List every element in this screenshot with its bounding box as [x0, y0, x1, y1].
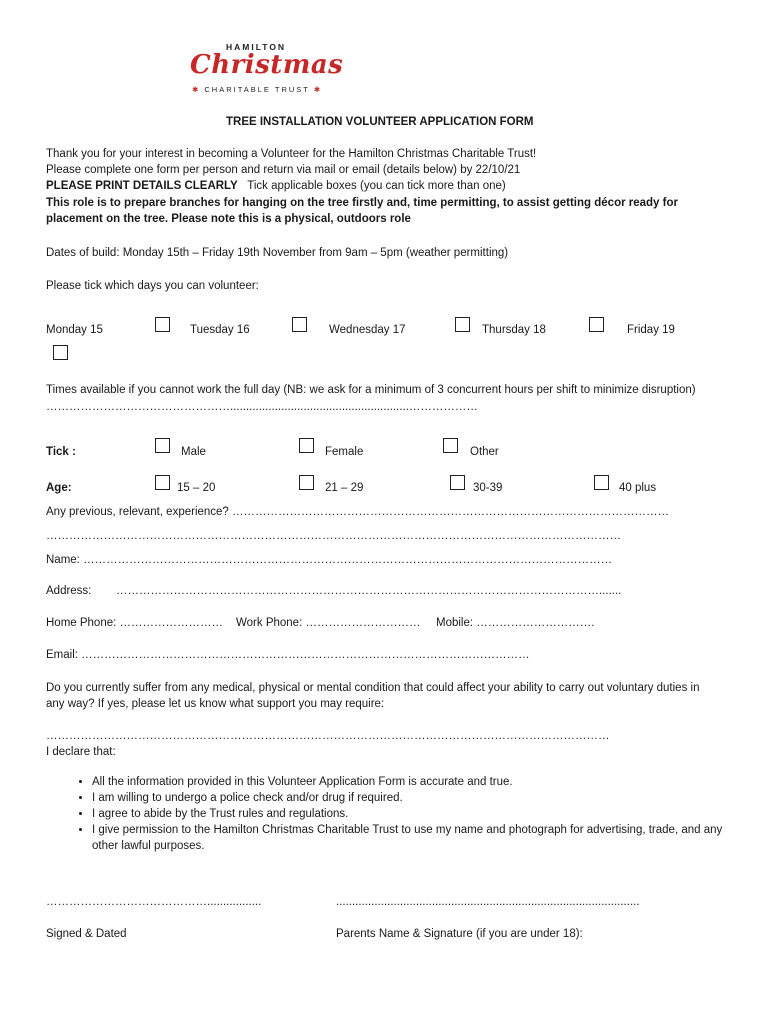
logo-top-text: HAMILTON	[226, 42, 287, 52]
day-label-wednesday: Wednesday 17	[329, 324, 406, 336]
checkbox-other[interactable]	[443, 438, 458, 453]
declaration-list	[64, 774, 742, 854]
age-option-40-plus: 40 plus	[619, 482, 657, 494]
signature-line[interactable]: …………………………………….................	[46, 896, 262, 908]
gender-label-male: Male	[181, 446, 206, 458]
email-field[interactable]: Email: ………………………………………………………………………………………………………	[46, 649, 530, 661]
declaration-item: • I am willing to undergo a police check and/or drug if required.	[92, 790, 742, 806]
age-option-21-29: 21 – 29	[325, 482, 364, 494]
name-field[interactable]: Name: …………………………………………………………………………………………………………………………	[46, 554, 613, 566]
signed-dated-label: Signed & Dated	[46, 928, 127, 940]
print-instructions	[46, 180, 506, 192]
age-label: Age:	[46, 482, 72, 494]
logo-bottom-text: ✱ CHARITABLE TRUST ✱	[192, 85, 323, 94]
role-line-1: This role is to prepare branches for hanging on the tree firstly and, time permitting, to assist getting décor ready for	[46, 197, 678, 209]
work-phone-field[interactable]: Work Phone: …………………………	[236, 617, 421, 629]
day-label-friday: Friday 19	[627, 324, 675, 336]
role-line-2: placement on the tree. Please note this is a physical, outdoors role	[46, 213, 411, 225]
star-icon: ✱	[313, 85, 323, 94]
medical-question-line-2: any way? If yes, please let us know what support you may require:	[46, 698, 385, 710]
star-icon: ✱	[192, 85, 201, 94]
declaration-item: • I give permission to the Hamilton Christmas Charitable Trust to use my name and photograph for advertising, trade, and any other lawful purposes.	[92, 822, 742, 854]
checkbox-male[interactable]	[155, 438, 170, 453]
experience-field-line-2[interactable]: ……………………………………………………………………………………………………………………………………	[46, 530, 621, 542]
day-label-tuesday: Tuesday 16	[190, 324, 250, 336]
gender-label-female: Female	[325, 446, 364, 458]
intro-line-1: Thank you for your interest in becoming a Volunteer for the Hamilton Christmas Charitable Trust!	[46, 148, 537, 160]
tick-days-prompt: Please tick which days you can volunteer:	[46, 280, 259, 292]
medical-answer-line[interactable]: …………………………………………………………………………………………………………………………………	[46, 730, 610, 742]
address-field[interactable]: ……………………………………………………………………………………………………………….......	[116, 585, 622, 597]
form-title: TREE INSTALLATION VOLUNTEER APPLICATION FORM	[226, 116, 534, 128]
times-available: Times available if you cannot work the full day (NB: we ask for a minimum of 3 concurrent hours per shift to minimize disruption)	[46, 384, 696, 396]
checkbox-thursday[interactable]	[455, 317, 470, 332]
declaration-item: • I agree to abide by the Trust rules and regulations.	[92, 806, 742, 822]
tick-applicable-note: Tick applicable boxes (you can tick more than one)	[247, 180, 506, 192]
declaration-item: • All the information provided in this Volunteer Application Form is accurate and true.	[92, 774, 742, 790]
address-label: Address:	[46, 585, 92, 597]
checkbox-age-30-39[interactable]	[450, 475, 465, 490]
parent-signature-line[interactable]: ...............................................................................................	[336, 896, 640, 908]
checkbox-age-40-plus[interactable]	[594, 475, 609, 490]
home-phone-field[interactable]: Home Phone: ………………………	[46, 617, 224, 629]
hamilton-christmas-logo	[184, 42, 344, 98]
print-clearly-label: PLEASE PRINT DETAILS CLEARLY	[46, 180, 238, 192]
checkbox-age-15-20[interactable]	[155, 475, 170, 490]
checkbox-monday[interactable]	[53, 345, 68, 360]
gender-label-other: Other	[470, 446, 499, 458]
tick-gender-label: Tick :	[46, 446, 76, 458]
age-option-30-39: 30-39	[473, 482, 503, 494]
parents-signature-label: Parents Name & Signature (if you are under 18):	[336, 928, 583, 940]
checkbox-wednesday[interactable]	[292, 317, 307, 332]
intro-line-2: Please complete one form per person and return via mail or email (details below) by 22/10/21	[46, 164, 521, 176]
times-answer-line[interactable]: …………………………………………........................................................………………	[46, 401, 478, 413]
medical-question-line-1: Do you currently suffer from any medical, physical or mental condition that could affect your ability to carry out voluntary duties in	[46, 682, 700, 694]
checkbox-age-21-29[interactable]	[299, 475, 314, 490]
checkbox-tuesday[interactable]	[155, 317, 170, 332]
mobile-field[interactable]: Mobile: ………………………….	[436, 617, 595, 629]
experience-field[interactable]: Any previous, relevant, experience? ……………………………………………………………………………………………………	[46, 506, 670, 518]
declare-heading: I declare that:	[46, 746, 116, 758]
logo-christmas-text: Christmas	[190, 50, 344, 80]
dates-of-build: Dates of build: Monday 15th – Friday 19th November from 9am – 5pm (weather permitting)	[46, 247, 509, 259]
day-label-thursday: Thursday 18	[482, 324, 546, 336]
day-label-monday: Monday 15	[46, 324, 103, 336]
age-option-15-20: 15 – 20	[177, 482, 216, 494]
checkbox-friday[interactable]	[589, 317, 604, 332]
checkbox-female[interactable]	[299, 438, 314, 453]
